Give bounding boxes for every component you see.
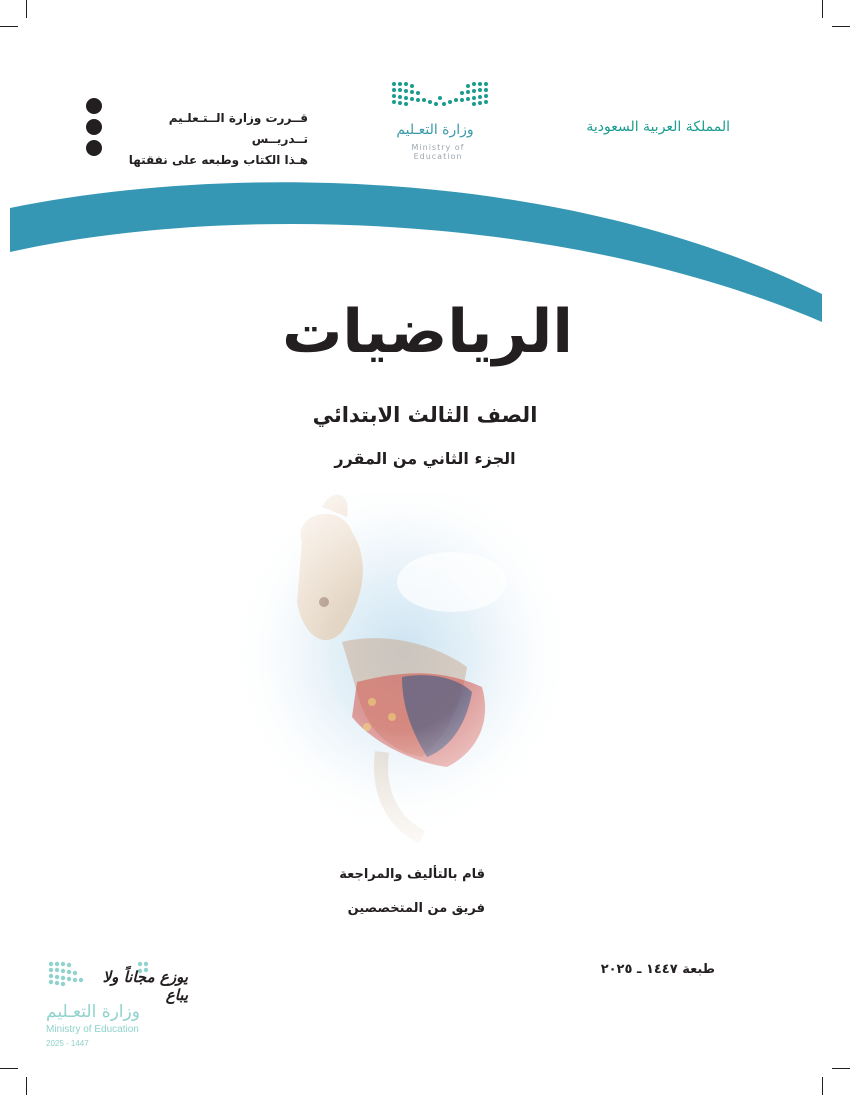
edition-label: طبعة ١٤٤٧ ـ ٢٠٢٥ [600, 962, 715, 977]
book-title: الرياضيات [282, 297, 573, 367]
ministry-logo-text: وزارة التعـليم [396, 122, 474, 138]
kingdom-name: المملكة العربية السعودية [586, 119, 730, 135]
ministry-years: 2025 - 1447 [46, 1039, 89, 1048]
decree-text [112, 108, 308, 171]
book-part: الجزء الثاني من المقرر [334, 449, 516, 468]
free-distribution-label: يوزع مجاناً ولا يباع [102, 968, 188, 1004]
credits-line-2: فريق من المتخصصين [347, 901, 485, 916]
decree-line-2: هـذا الكتاب وطبعه على نفقتها [128, 153, 308, 167]
crop-mark [0, 1068, 18, 1069]
decree-line-1: قــررت وزارة الــتـعلـيم تــدريــس [168, 111, 308, 146]
crop-mark [822, 1077, 823, 1095]
ministry-logo-subtext: Ministry of Education [411, 143, 465, 161]
ministry-name-arabic: وزارة التعـليم [46, 1002, 140, 1022]
book-grade: الصف الثالث الابتدائي [312, 403, 538, 427]
rabbit-illustration [232, 492, 572, 852]
bullet-dots-icon [84, 97, 104, 159]
crop-mark [26, 1077, 27, 1095]
credits-line-1: قام بالتأليف والمراجعة [339, 867, 485, 882]
crop-mark [832, 1068, 850, 1069]
ministry-name-english: Ministry of Education [46, 1024, 139, 1035]
